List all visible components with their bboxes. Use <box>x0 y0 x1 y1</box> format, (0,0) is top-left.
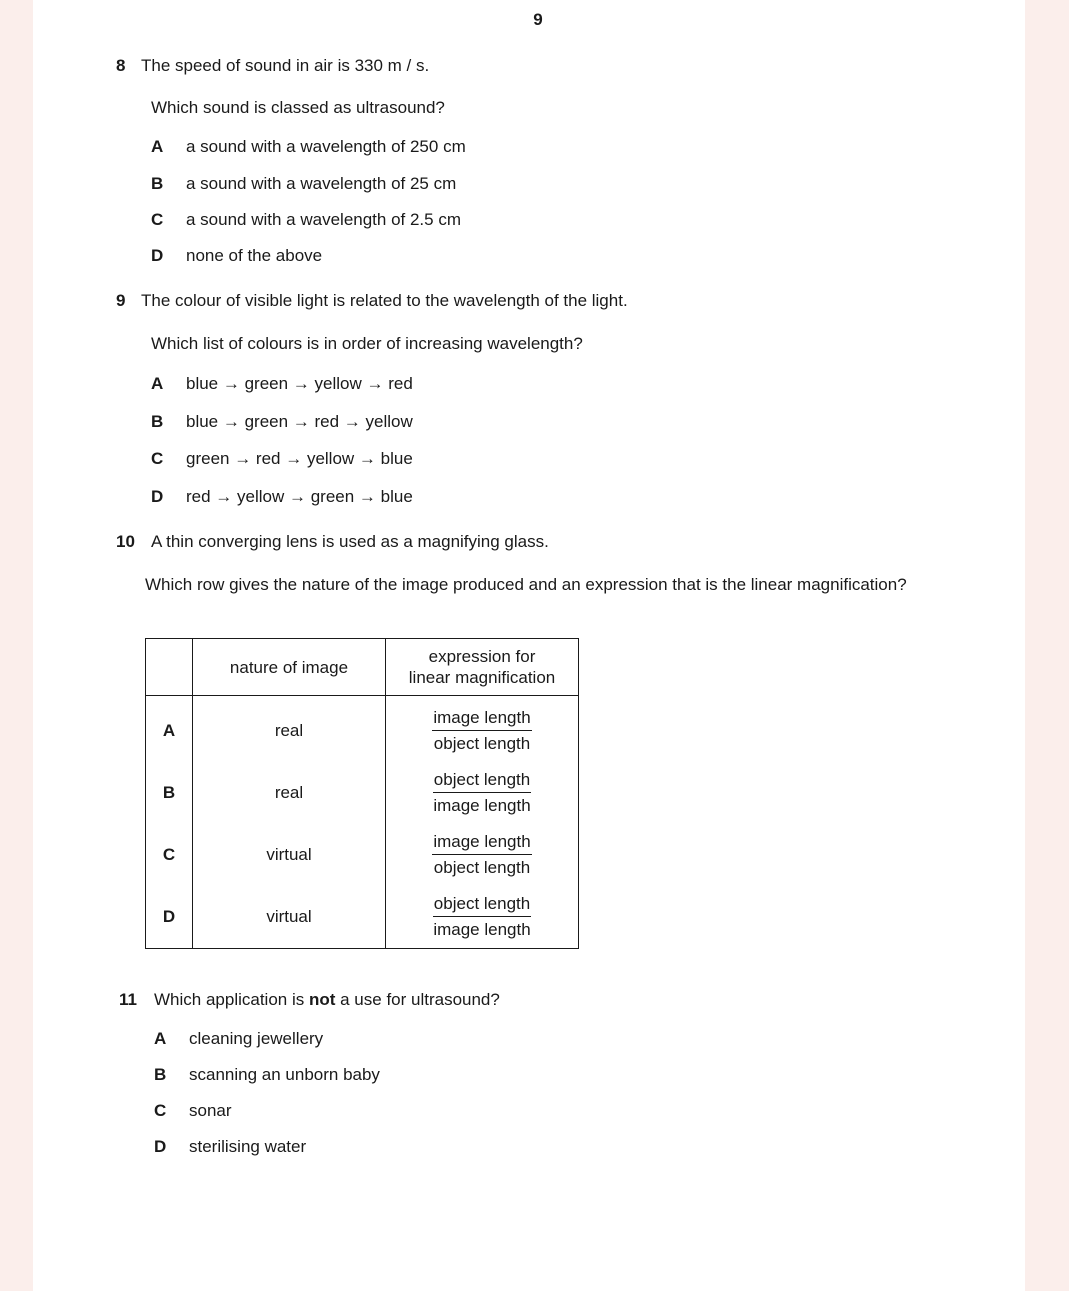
q9-option-a-text: blue → green → yellow → red <box>186 374 413 393</box>
table-header-empty-cell <box>146 639 193 696</box>
q11-option-a-text: cleaning jewellery <box>189 1029 324 1048</box>
question-8-stem: The speed of sound in air is 330 m / s. <box>141 56 430 75</box>
lens-options-table <box>145 638 579 949</box>
row-b-letter: B <box>146 762 193 824</box>
fraction-numerator: object length <box>433 769 531 793</box>
row-a-nature: real <box>193 696 386 763</box>
fraction-denominator: object length <box>433 858 531 877</box>
q9-option-a-letter: A <box>151 374 164 393</box>
fraction-numerator: image length <box>432 831 531 855</box>
row-b-nature: real <box>193 762 386 824</box>
q11-option-a-letter: A <box>154 1029 167 1048</box>
question-9-stem: The colour of visible light is related to the wavelength of the light. <box>141 291 628 310</box>
fraction <box>432 707 531 755</box>
question-9-number: 9 <box>116 291 126 310</box>
question-10-number: 10 <box>116 532 135 551</box>
fraction <box>433 769 531 817</box>
row-c-expression <box>386 824 579 886</box>
question-11-stem <box>154 990 500 1010</box>
q8-option-d-letter: D <box>151 246 164 265</box>
q11-option-d-text: sterilising water <box>189 1137 307 1156</box>
q9-option-b-text: blue → green → red → yellow <box>186 412 413 431</box>
q8-option-c-letter: C <box>151 210 164 229</box>
row-b-expression <box>386 762 579 824</box>
table-header-expression-line1: expression for <box>428 647 536 666</box>
q9-option-d-letter: D <box>151 487 164 506</box>
table-header-expression-line2: linear magnification <box>408 668 556 687</box>
table-row <box>146 886 579 949</box>
q8-option-c-text: a sound with a wavelength of 2.5 cm <box>186 210 461 229</box>
row-a-letter: A <box>146 696 193 763</box>
q11-option-d-letter: D <box>154 1137 167 1156</box>
q8-option-d-text: none of the above <box>186 246 323 265</box>
table-header-expression <box>386 639 579 696</box>
question-8-number: 8 <box>116 56 126 75</box>
question-11-number: 11 <box>119 990 137 1009</box>
q11-option-c-letter: C <box>154 1101 167 1120</box>
row-c-nature: virtual <box>193 824 386 886</box>
page-number: 9 <box>533 10 543 29</box>
q11-option-b-letter: B <box>154 1065 167 1084</box>
question-10-stem: A thin converging lens is used as a magnifying glass. <box>151 532 549 551</box>
fraction-denominator: image length <box>433 796 531 815</box>
question-10-prompt: Which row gives the nature of the image produced and an expression that is the linear magnification? <box>145 575 907 594</box>
question-8-prompt: Which sound is classed as ultrasound? <box>151 98 445 117</box>
table-row <box>146 696 579 763</box>
fraction-denominator: object length <box>433 734 531 753</box>
table-row <box>146 762 579 824</box>
q8-option-a-letter: A <box>151 137 164 156</box>
fraction-denominator: image length <box>433 920 531 939</box>
q9-option-d-text: red → yellow → green → blue <box>186 487 413 506</box>
question-9-prompt: Which list of colours is in order of increasing wavelength? <box>151 334 583 353</box>
row-a-expression <box>386 696 579 763</box>
question-11-stem-start: Which application is <box>154 990 309 1009</box>
q9-option-b-letter: B <box>151 412 164 431</box>
fraction-numerator: image length <box>432 707 531 731</box>
row-d-nature: virtual <box>193 886 386 949</box>
fraction <box>433 893 531 941</box>
fraction-numerator: object length <box>433 893 531 917</box>
q11-option-b-text: scanning an unborn baby <box>189 1065 380 1084</box>
question-11-stem-end: a use for ultrasound? <box>335 990 500 1009</box>
q9-option-c-letter: C <box>151 449 164 468</box>
question-11-stem-emphasis: not <box>308 990 336 1009</box>
q8-option-a-text: a sound with a wavelength of 250 cm <box>186 137 466 156</box>
row-d-letter: D <box>146 886 193 949</box>
q11-option-c-text: sonar <box>189 1101 232 1120</box>
row-c-letter: C <box>146 824 193 886</box>
exam-page <box>33 0 1025 1291</box>
q8-option-b-letter: B <box>151 174 164 193</box>
table-row <box>146 824 579 886</box>
row-d-expression <box>386 886 579 949</box>
q9-option-c-text: green → red → yellow → blue <box>186 449 413 468</box>
fraction <box>432 831 531 879</box>
table-header-nature: nature of image <box>193 639 386 696</box>
q8-option-b-text: a sound with a wavelength of 25 cm <box>186 174 457 193</box>
table-header-row <box>146 639 579 696</box>
